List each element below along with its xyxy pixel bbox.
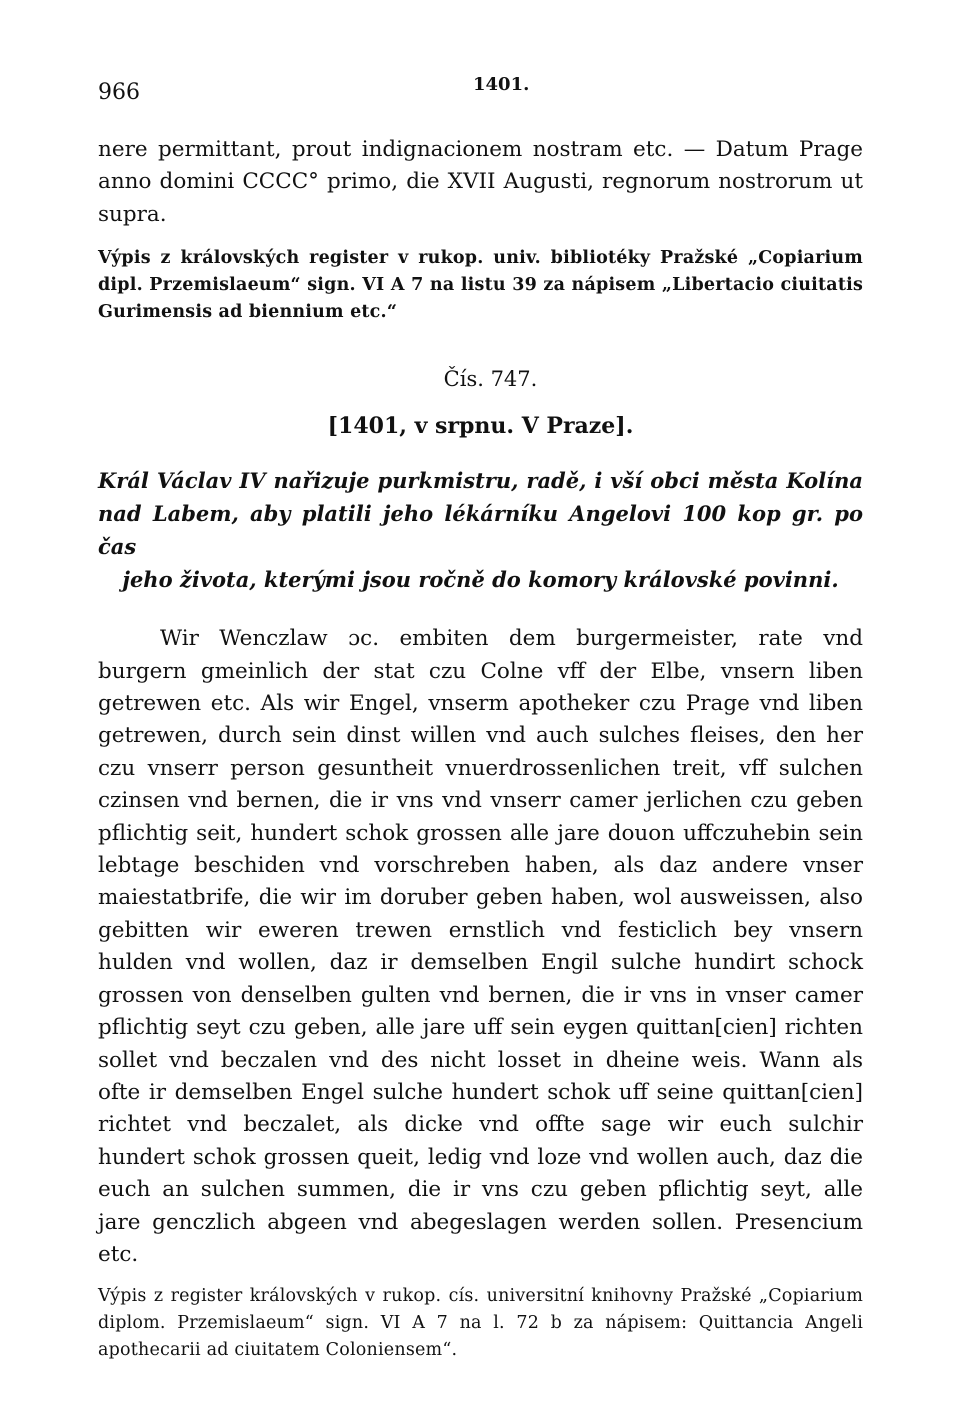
running-year: 1401. [473,74,530,95]
document-regest [98,464,863,596]
document-page [98,70,863,1364]
document-source-note: Výpis z register královských v rukop. cís. universitní knihovny Pražské „Copiarium diplom. Przemislaeum“ sign. VI A 7 na l. 72 b za nápisem: Quittancia Angeli apothecarii ad ciuitatem Coloniensem“. [98,1286,863,1361]
regest-last-line: jeho života, kterými jsou ročně do komory královské povinni. [122,567,839,593]
page-number: 966 [98,80,140,105]
document-number: Čís. 747. [443,367,538,392]
previous-document-text: nere permittant, prout indignacionem nostram etc. — Datum Prage anno domini CCCC° primo, die XVII Augusti, regnorum nostrorum ut supra. [98,137,863,227]
document-main-text: Wir Wenczlaw ɔc. embiten dem burgermeister, rate vnd burgern gmeinlich der stat czu Colne vff der Elbe, vnsern liben getrewen etc. Als wir Engel, vnserm apotheker czu Prage vnd liben getrewen, durch sein dinst willen vnd auch sulches fleises, den her czu vnserr person gesuntheit vnuerdrossenlichen treit, vff sulchen czinsen vnd bernen, die ir vns vnd vnserr camer jerlichen czu geben pflichtig seit, hundert schok grossen alle jare douon uffczuhebin sein lebtage beschiden vnd vorschreben haben, als daz andere vnser maiestatbrife, die wir im doruber geben haben, wol ausweissen, also gebitten wir eweren trewen ernstlich vnd festiclich bey vnsern hulden vnd wollen, daz ir demselben Engil sulche hundirt schock grossen von denselben gulten vnd bernen, die ir vns in vnser camer pflichtig seyt czu geben, alle jare uff sein eygen quittan[cien] richten sollet vnd beczalen vnd des nicht losset in dheine weis. Wann als ofte ir demselben Engel sulche hundert schok uff seine quittan[cien] richtet vnd beczalet, als dicke vnd offte sage wir euch sulchir hundert schok grossen queit, ledig vnd loze vnd wollen auch, daz die euch an sulchen summen, die ir vns czu geben pflichtig seyt, alle jare genczlich abgeen vnd abegeslagen werden sollen. Presencium etc. [98,626,863,1267]
running-header [98,70,863,110]
regest-main: Král Václav IV nařizuje purkmistru, radě, i vší obci města Kolína nad Labem, aby platili jeho lékárníku Angelovi 100 kop gr. po čas [98,468,863,560]
document-date-place: [1401, v srpnu. V Praze]. [327,413,634,440]
previous-source-note: Výpis z královských register v rukop. univ. bibliotéky Pražské „Copiarium dipl. Przemislaeum“ sign. VI A 7 na listu 39 za nápisem „Libertacio ciuitatis Gurimensis ad biennium etc.“ [98,248,863,323]
